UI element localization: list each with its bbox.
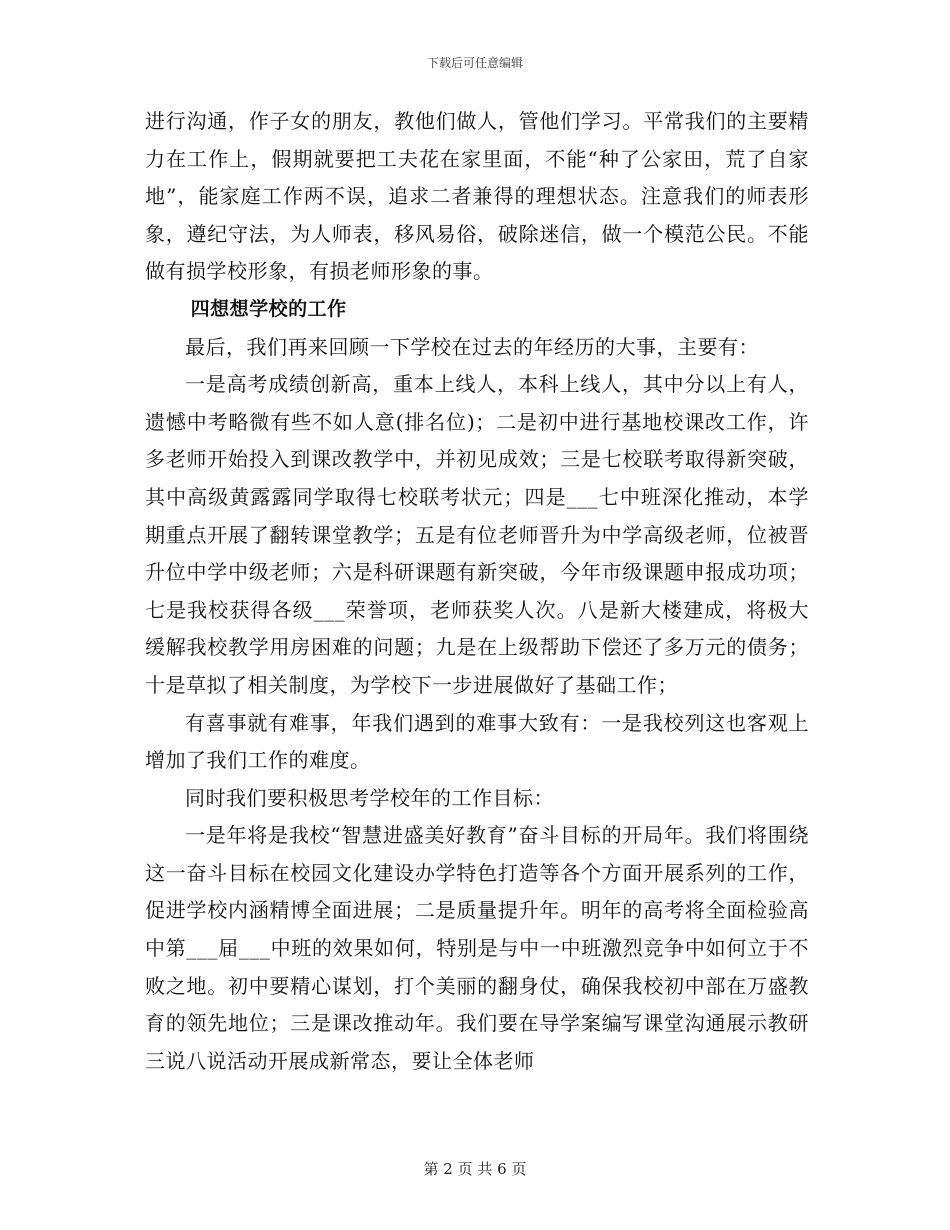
paragraph: 一是高考成绩创新高，重本上线人，本科上线人，其中分以上有人，遗憾中考略微有些不如人意(排名位)；二是初中进行基地校课改工作，许多老师开始投入到课改教学中，并初见成效；三是七校联考取得新突破，其中高级黄露露同学取得七校联考状元；四是___七中班深化推动，本学期重点开展了翻转课堂教学；五是有位老师晋升为中学高级老师，位被晋升位中学中级老师；六是科研课题有新突破，今年市级课题申报成功项；七是我校获得各级___荣誉项，老师获奖人次。八是新大楼建成，将极大缓解我校教学用房困难的问题；九是在上级帮助下偿还了多万元的债务；十是草拟了相关制度，为学校下一步进展做好了基础工作；	[145, 372, 809, 697]
page-header: 下载后可任意编辑	[426, 56, 523, 70]
paragraph: 最后，我们再来回顾一下学校在过去的年经历的大事，主要有：	[185, 334, 759, 359]
document-body	[145, 103, 809, 1080]
paragraph: 同时我们要积极思考学校年的工作目标：	[185, 785, 554, 810]
paragraph: 进行沟通，作子女的朋友，教他们做人，管他们学习。平常我们的主要精力在工作上，假期就要把工夫花在家里面，不能“种了公家田，荒了自家地”，能家庭工作两不误，追求二者兼得的理想状态。注意我们的师表形象，遵纪守法，为人师表，移风易俗，破除迷信，做一个模范公民。不能做有损学校形象，有损老师形象的事。	[145, 109, 809, 284]
paragraph: 一是年将是我校“智慧进盛美好教育”奋斗目标的开局年。我们将围绕这一奋斗目标在校园文化建设办学特色打造等各个方面开展系列的工作，促进学校内涵精博全面进展；二是质量提升年。明年的高考将全面检验高中第___届___中班的效果如何，特别是与中一中班激烈竞争中如何立于不败之地。初中要精心谋划，打个美丽的翻身仗，确保我校初中部在万盛教育的领先地位；三是课改推动年。我们要在导学案编写课堂沟通展示教研三说八说活动开展成新常态，要让全体老师	[145, 823, 809, 1073]
section-heading: 四想想学校的工作	[190, 297, 347, 320]
paragraph: 有喜事就有难事，年我们遇到的难事大致有：一是我校列这也客观上增加了我们工作的难度。	[145, 710, 809, 773]
page-footer: 第 2 页 共 6 页	[423, 1160, 527, 1178]
